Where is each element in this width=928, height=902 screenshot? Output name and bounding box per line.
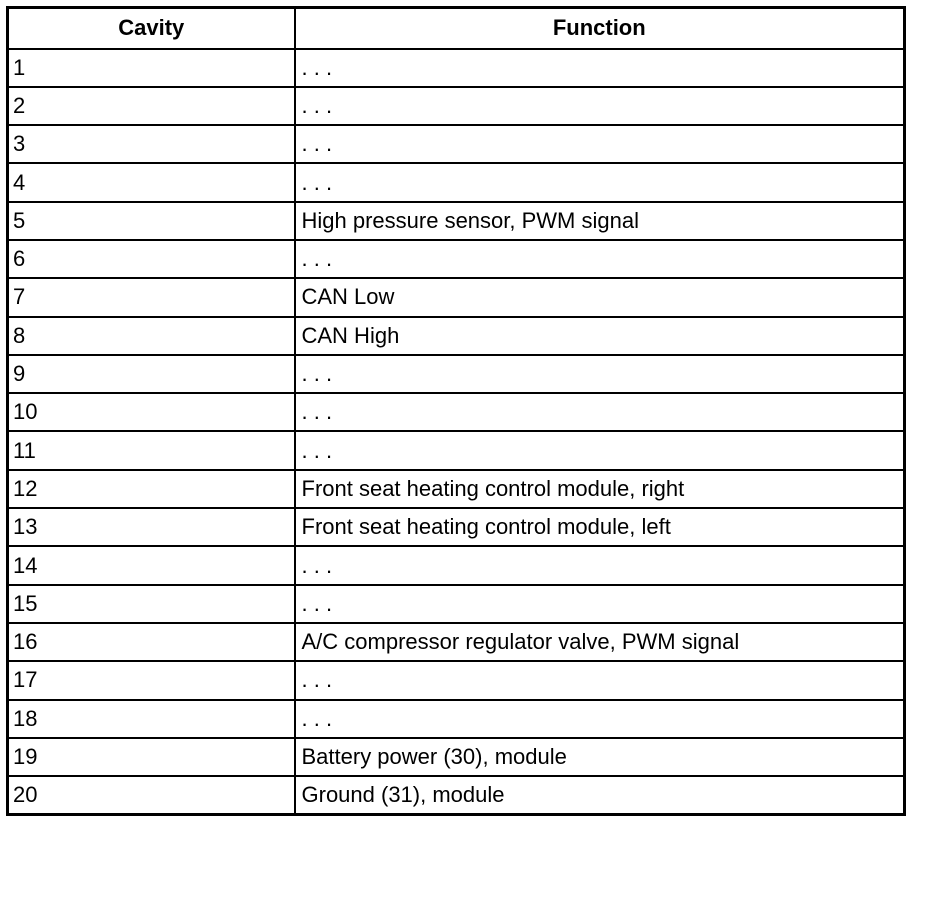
function-description-cell: . . . bbox=[295, 546, 905, 584]
table-row bbox=[8, 202, 905, 240]
table-row bbox=[8, 87, 905, 125]
cavity-number-cell: 11 bbox=[8, 431, 295, 469]
function-description-cell: . . . bbox=[295, 431, 905, 469]
cavity-number-cell: 7 bbox=[8, 278, 295, 316]
table-row bbox=[8, 700, 905, 738]
column-header-cavity: Cavity bbox=[8, 8, 295, 49]
table-body bbox=[8, 49, 905, 815]
table-row bbox=[8, 163, 905, 201]
cavity-number-cell: 5 bbox=[8, 202, 295, 240]
cavity-function-table bbox=[6, 6, 906, 816]
function-description-cell: . . . bbox=[295, 661, 905, 699]
table-row bbox=[8, 240, 905, 278]
cavity-number-cell: 14 bbox=[8, 546, 295, 584]
cavity-number-cell: 18 bbox=[8, 700, 295, 738]
table-row bbox=[8, 317, 905, 355]
function-description-cell: . . . bbox=[295, 355, 905, 393]
table-row bbox=[8, 623, 905, 661]
function-description-cell: Battery power (30), module bbox=[295, 738, 905, 776]
table-row bbox=[8, 125, 905, 163]
table-row bbox=[8, 776, 905, 814]
cavity-number-cell: 4 bbox=[8, 163, 295, 201]
header-row bbox=[8, 8, 905, 49]
function-description-cell: . . . bbox=[295, 585, 905, 623]
function-description-cell: Ground (31), module bbox=[295, 776, 905, 814]
function-description-cell: Front seat heating control module, left bbox=[295, 508, 905, 546]
cavity-number-cell: 20 bbox=[8, 776, 295, 814]
function-description-cell: . . . bbox=[295, 240, 905, 278]
function-description-cell: CAN Low bbox=[295, 278, 905, 316]
cavity-number-cell: 10 bbox=[8, 393, 295, 431]
function-description-cell: High pressure sensor, PWM signal bbox=[295, 202, 905, 240]
cavity-number-cell: 9 bbox=[8, 355, 295, 393]
table-header bbox=[8, 8, 905, 49]
table-row bbox=[8, 49, 905, 87]
table-row bbox=[8, 355, 905, 393]
table-row bbox=[8, 585, 905, 623]
table-row bbox=[8, 278, 905, 316]
cavity-number-cell: 19 bbox=[8, 738, 295, 776]
table-row bbox=[8, 661, 905, 699]
cavity-number-cell: 3 bbox=[8, 125, 295, 163]
function-description-cell: . . . bbox=[295, 49, 905, 87]
table-row bbox=[8, 393, 905, 431]
cavity-number-cell: 8 bbox=[8, 317, 295, 355]
cavity-number-cell: 17 bbox=[8, 661, 295, 699]
table-row bbox=[8, 470, 905, 508]
cavity-number-cell: 15 bbox=[8, 585, 295, 623]
cavity-number-cell: 2 bbox=[8, 87, 295, 125]
cavity-number-cell: 13 bbox=[8, 508, 295, 546]
column-header-function: Function bbox=[295, 8, 905, 49]
function-description-cell: . . . bbox=[295, 393, 905, 431]
function-description-cell: . . . bbox=[295, 87, 905, 125]
function-description-cell: . . . bbox=[295, 700, 905, 738]
function-description-cell: Front seat heating control module, right bbox=[295, 470, 905, 508]
table-row bbox=[8, 546, 905, 584]
table-row bbox=[8, 508, 905, 546]
cavity-number-cell: 12 bbox=[8, 470, 295, 508]
table-row bbox=[8, 738, 905, 776]
function-description-cell: . . . bbox=[295, 163, 905, 201]
cavity-number-cell: 16 bbox=[8, 623, 295, 661]
table-row bbox=[8, 431, 905, 469]
cavity-number-cell: 1 bbox=[8, 49, 295, 87]
function-description-cell: A/C compressor regulator valve, PWM signal bbox=[295, 623, 905, 661]
cavity-number-cell: 6 bbox=[8, 240, 295, 278]
function-description-cell: . . . bbox=[295, 125, 905, 163]
function-description-cell: CAN High bbox=[295, 317, 905, 355]
